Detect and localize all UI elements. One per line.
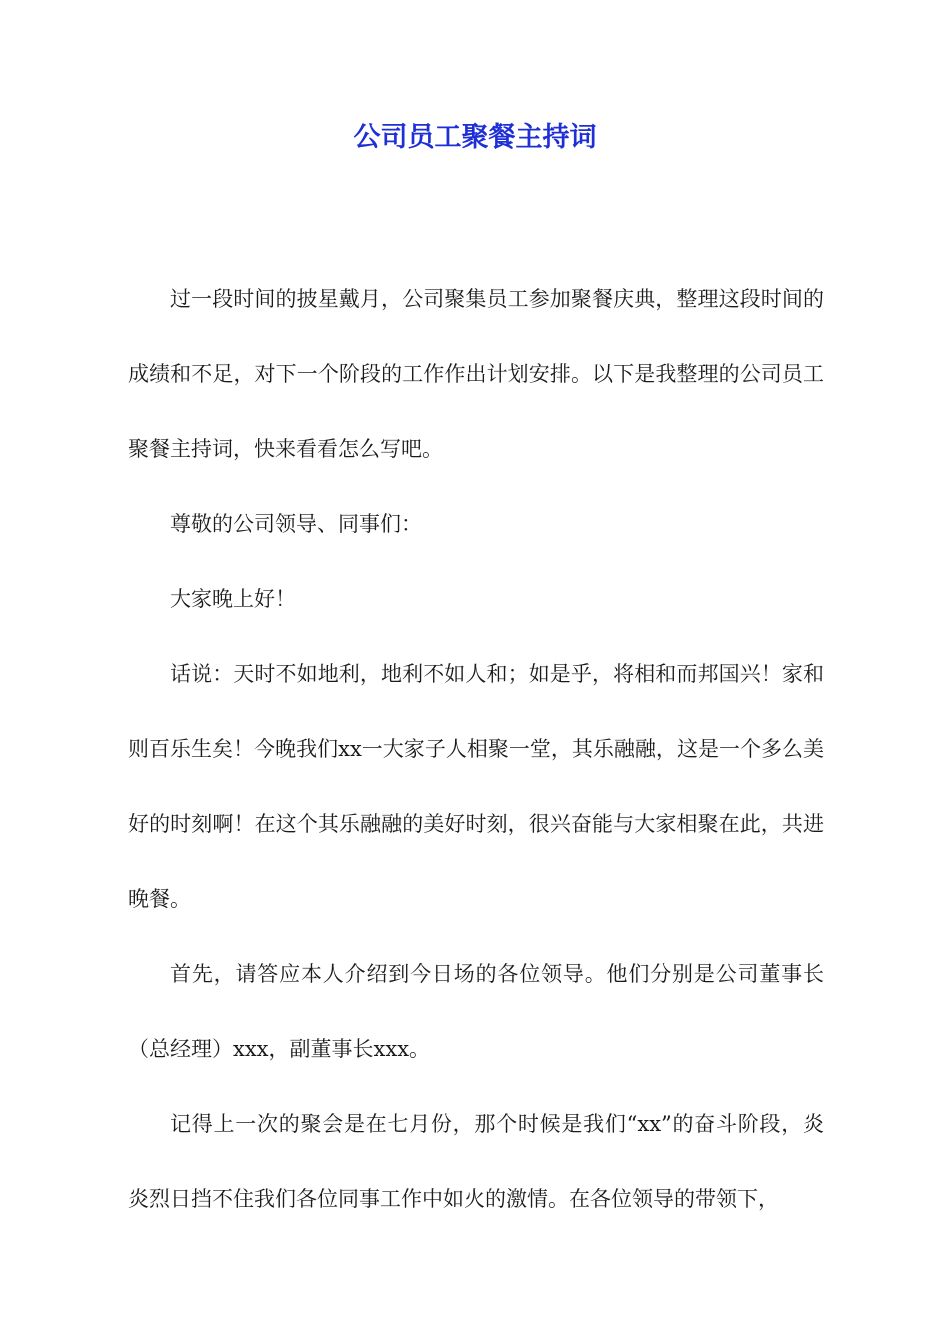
document-title: 公司员工聚餐主持词 [353, 122, 597, 153]
paragraph-greeting: 大家晚上好！ [170, 587, 296, 611]
paragraph-salutation: 尊敬的公司领导、同事们： [170, 512, 422, 536]
paragraph-recollection: 记得上一次的聚会是在七月份，那个时候是我们“xx”的奋斗阶段，炎炎烈日挡不住我们各位同事工作中如火的激情。在各位领导的带领下， [128, 1112, 824, 1211]
paragraph-introductions: 首先，请答应本人介绍到今日场的各位领导。他们分别是公司董事长（总经理）xxx，副董事长xxx。 [128, 962, 824, 1061]
document-body [128, 262, 824, 1237]
paragraph-intro: 过一段时间的披星戴月，公司聚集员工参加聚餐庆典，整理这段时间的成绩和不足，对下一个阶段的工作作出计划安排。以下是我整理的公司员工聚餐主持词，快来看看怎么写吧。 [128, 287, 824, 461]
paragraph-opening: 话说：天时不如地利，地利不如人和；如是乎，将相和而邦国兴！家和则百乐生矣！今晚我们xx一大家子人相聚一堂，其乐融融，这是一个多么美好的时刻啊！在这个其乐融融的美好时刻，很兴奋能与大家相聚在此，共进晚餐。 [128, 662, 824, 911]
